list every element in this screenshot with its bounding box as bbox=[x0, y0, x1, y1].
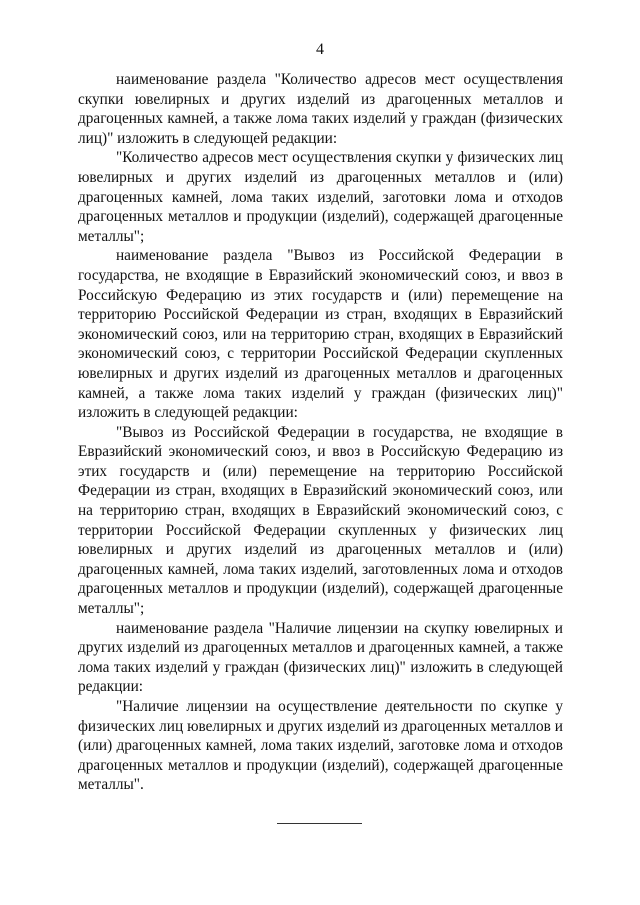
document-body bbox=[78, 70, 563, 795]
paragraph: "Вывоз из Российской Федерации в государства, не входящие в Евразийский экономический союз, и ввоз в Российскую Федерацию из этих государств и (или) перемещение на территорию Российской Федерации из стран, входящих в Евразийский экономический союз, или на территорию стран, входящих в Евразийский экономический союз, с территории Российской Федерации скупленных у физических лиц ювелирных и других изделий из драгоценных металлов и (или) драгоценных камней, лома таких изделий, заготовленных лома и отходов драгоценных металлов и продукции (изделий), содержащей драгоценные металлы"; bbox=[78, 423, 563, 618]
paragraph: наименование раздела "Количество адресов мест осуществления скупки ювелирных и других изделий из драгоценных металлов и драгоценных камней, а также лома таких изделий у граждан (физических лиц)" изложить в следующей редакции: bbox=[78, 71, 563, 147]
footer-divider bbox=[277, 823, 362, 824]
paragraph: наименование раздела "Вывоз из Российской Федерации в государства, не входящие в Евразийский экономический союз, и ввоз в Российскую Федерацию из этих государств и (или) перемещение на территорию Российской Федерации из стран, входящих в Евразийский экономический союз, или на территорию стран, входящих в Евразийский экономический союз, с территории Российской Федерации скупленных ювелирных и других изделий из драгоценных металлов и драгоценных камней, а также лома таких изделий у граждан (физических лиц)" изложить в следующей редакции: bbox=[78, 247, 563, 422]
paragraph: наименование раздела "Наличие лицензии на скупку ювелирных и других изделий из драгоценных металлов и драгоценных камней, а также лома таких изделий у граждан (физических лиц)" изложить в следующей редакции: bbox=[78, 619, 563, 696]
paragraph: "Наличие лицензии на осуществление деятельности по скупке у физических лиц ювелирных и других изделий из драгоценных металлов и (или) драгоценных камней, лома таких изделий, заготовке лома и отходов драгоценных металлов и продукции (изделий), содержащей драгоценные металлы". bbox=[78, 698, 563, 794]
page-number: 4 bbox=[316, 41, 324, 58]
paragraph: "Количество адресов мест осуществления скупки у физических лиц ювелирных и других изделий из драгоценных металлов и (или) драгоценных камней, лома таких изделий, заготовки лома и отходов драгоценных металлов и продукции (изделий), содержащей драгоценные металлы"; bbox=[78, 149, 563, 245]
